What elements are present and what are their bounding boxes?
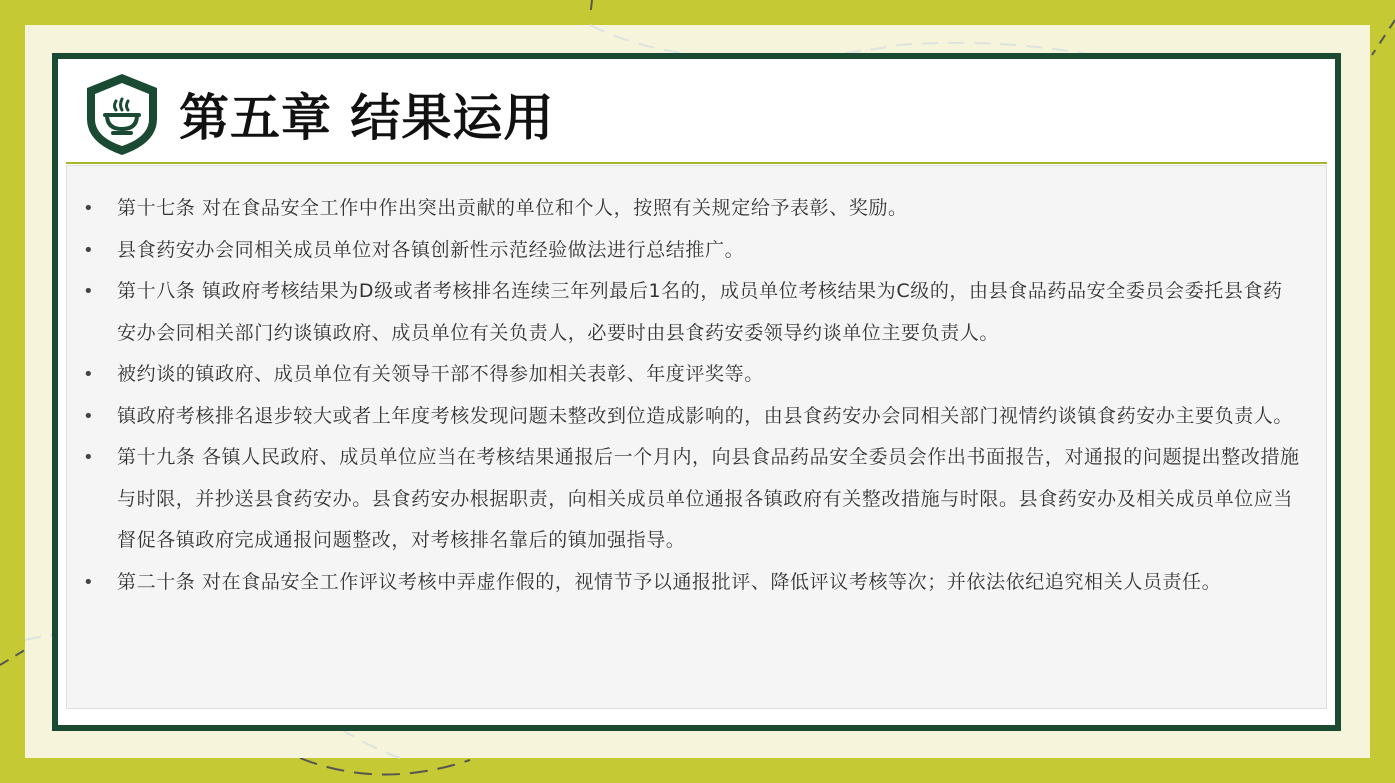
bullet-icon: •	[83, 198, 95, 219]
title-divider	[66, 162, 1327, 164]
list-item	[83, 271, 1302, 354]
list-item	[83, 230, 1302, 272]
list-item	[83, 396, 1302, 438]
list-item	[83, 354, 1302, 396]
bullet-icon: •	[83, 239, 95, 261]
article-list	[67, 166, 1326, 603]
list-item	[83, 562, 1302, 604]
page-title: 第五章 结果运用	[179, 88, 555, 147]
bullet-icon: •	[83, 405, 95, 427]
item-text: 第十八条 镇政府考核结果为D级或者考核排名连续三年列最后1名的，成员单位考核结果为C级的，由县食品药品安全委员会委托县食药安办会同相关部门约谈镇政府、成员单位有关负责人，必要时由县食药安委领导约谈单位主要负责人。	[117, 280, 1283, 344]
bullet-icon: •	[83, 364, 95, 385]
item-text: 第十九条 各镇人民政府、成员单位应当在考核结果通报后一个月内，向县食品药品安全委员会作出书面报告，对通报的问题提出整改措施与时限，并抄送县食药安办。县食药安办根据职责，向相关成员单位通报各镇政府有关整改措施与时限。县食药安办及相关成员单位应当督促各镇政府完成通报问题整改，对考核排名靠后的镇加强指导。	[117, 446, 1300, 551]
slide-header	[83, 69, 554, 159]
item-text: 第十七条 对在食品安全工作中作出突出贡献的单位和个人，按照有关规定给予表彰、奖励。	[117, 197, 908, 219]
item-text: 镇政府考核排名退步较大或者上年度考核发现问题未整改到位造成影响的，由县食药安办会同相关部门视情约谈镇食药安办主要负责人。	[117, 404, 1294, 427]
cup-shield-icon	[83, 71, 161, 157]
bullet-icon: •	[83, 281, 95, 302]
content-panel	[66, 165, 1327, 709]
bullet-icon: •	[83, 571, 95, 593]
bullet-icon: •	[83, 447, 95, 468]
slide-frame	[52, 53, 1341, 731]
list-item	[83, 437, 1302, 562]
item-text: 县食药安办会同相关成员单位对各镇创新性示范经验做法进行总结推广。	[117, 238, 745, 261]
item-text: 第二十条 对在食品安全工作评议考核中弄虚作假的，视情节予以通报批评、降低评议考核等次；并依法依纪追究相关人员责任。	[117, 570, 1222, 593]
item-text: 被约谈的镇政府、成员单位有关领导干部不得参加相关表彰、年度评奖等。	[117, 363, 764, 385]
list-item	[83, 188, 1302, 230]
